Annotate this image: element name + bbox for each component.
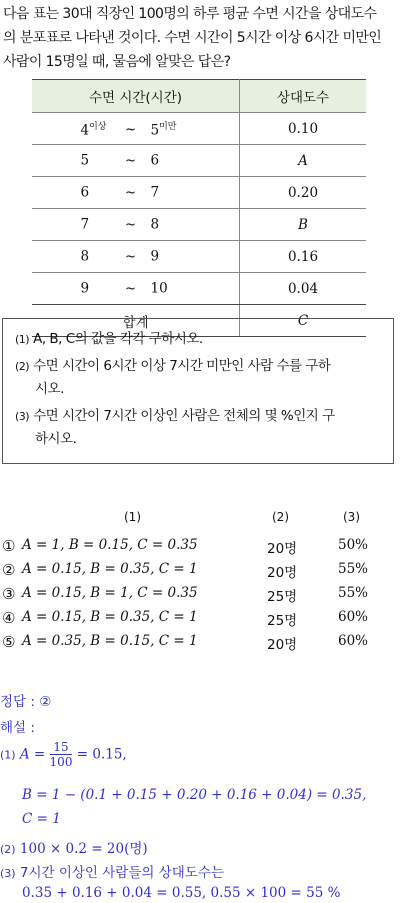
fraction: $\frac{15}{100}$ (49, 740, 73, 769)
choice-number: ② (2, 561, 16, 579)
choice-option-1[interactable] (0, 537, 400, 561)
choice-count: 25명 (267, 613, 298, 629)
choice-option-5[interactable] (0, 633, 400, 657)
choice-values: A = 0.15, B = 1, C = 0.35 (22, 585, 198, 601)
subquestion-3: (3) 수면 시간이 7시간 이상인 사람은 전체의 몇 %인지 구 하시오. (15, 408, 335, 447)
subquestion-box (2, 318, 394, 464)
question-line-3: 사람이 15명일 때, 물음에 알맞은 답은? (3, 54, 231, 70)
sleep-range: $4^{이상}$ ~ $5^{미만}$ (32, 113, 240, 145)
relative-frequency-value: 0.10 (240, 113, 367, 145)
explanation-step-1-c: C = 1 (22, 811, 61, 827)
relative-frequency-value: 0.04 (240, 273, 367, 305)
choice-option-2[interactable] (0, 561, 400, 585)
header-relative-frequency: 상대도수 (240, 80, 367, 113)
question-line-2: 의 분포표로 나타낸 것이다. 수면 시간이 5시간 이상 6시간 미만인 (3, 30, 382, 46)
choice-count: 20명 (267, 565, 298, 581)
relative-frequency-value: B (240, 209, 367, 241)
header-sleep-time: 수면 시간(시간) (32, 80, 240, 113)
table-row (32, 113, 366, 145)
relative-frequency-value: A (240, 145, 367, 177)
explanation-step-2: (2) 100 × 0.2 = 20(명) (0, 841, 148, 857)
question-text (3, 2, 397, 74)
table-header-row (32, 80, 366, 113)
sleep-range: 8 ~ 9 (32, 241, 240, 273)
choices-header-2: (2) (272, 510, 289, 524)
choice-values: A = 0.35, B = 0.15, C = 1 (22, 633, 198, 649)
table-row (32, 145, 366, 177)
choice-percent: 55% (338, 561, 369, 577)
choice-percent: 60% (338, 633, 369, 649)
relative-frequency-value: 0.16 (240, 241, 367, 273)
choice-percent: 50% (338, 537, 369, 553)
choice-percent: 55% (338, 585, 369, 601)
table-row (32, 241, 366, 273)
choices-header-3: (3) (343, 510, 360, 524)
choice-values: A = 0.15, B = 0.35, C = 1 (22, 561, 198, 577)
choice-count: 20명 (267, 637, 298, 653)
choice-number: ③ (2, 585, 16, 603)
sleep-range: 7 ~ 8 (32, 209, 240, 241)
choice-values: A = 0.15, B = 0.35, C = 1 (22, 609, 198, 625)
choice-option-3[interactable] (0, 585, 400, 609)
choice-option-4[interactable] (0, 609, 400, 633)
choice-percent: 60% (338, 609, 369, 625)
choice-count: 20명 (267, 541, 298, 557)
subquestion-1: (1) A, B, C의 값을 각각 구하시오. (15, 331, 203, 347)
explanation-label: 해설 : (0, 720, 35, 736)
relative-frequency-value: 0.20 (240, 177, 367, 209)
choices-header-1: (1) (124, 510, 141, 524)
question-line-1: 다음 표는 30대 직장인 100명의 하루 평균 수면 시간을 상대도수 (3, 6, 377, 22)
relative-frequency-table (32, 79, 366, 337)
table-row (32, 209, 366, 241)
answer-label: 정답 : ② (0, 694, 52, 710)
explanation-step-1: (1) A = $\frac{15}{100}$ = 0.15, (0, 740, 127, 769)
choice-number: ④ (2, 609, 16, 627)
subquestion-2: (2) 수면 시간이 6시간 이상 7시간 미만인 사람 수를 구하 시오. (15, 358, 331, 397)
explanation-step-1-b: B = 1 − (0.1 + 0.15 + 0.20 + 0.16 + 0.04) = 0.35, (22, 787, 367, 803)
explanation-step-3: (3) 7시간 이상인 사람들의 상대도수는 (0, 865, 224, 881)
choice-number: ① (2, 537, 16, 555)
total-label: 합계 (32, 305, 240, 337)
choice-number: ⑤ (2, 633, 16, 651)
sleep-range: 6 ~ 7 (32, 177, 240, 209)
explanation-step-3-calc: 0.35 + 0.16 + 0.04 = 0.55, 0.55 × 100 = 55 % (22, 885, 341, 901)
choice-values: A = 1, B = 0.15, C = 0.35 (22, 537, 198, 553)
total-value: C (240, 305, 367, 337)
sleep-range: 9 ~ 10 (32, 273, 240, 305)
table-row (32, 177, 366, 209)
choice-count: 25명 (267, 589, 298, 605)
table-row (32, 273, 366, 305)
sleep-range: 5 ~ 6 (32, 145, 240, 177)
